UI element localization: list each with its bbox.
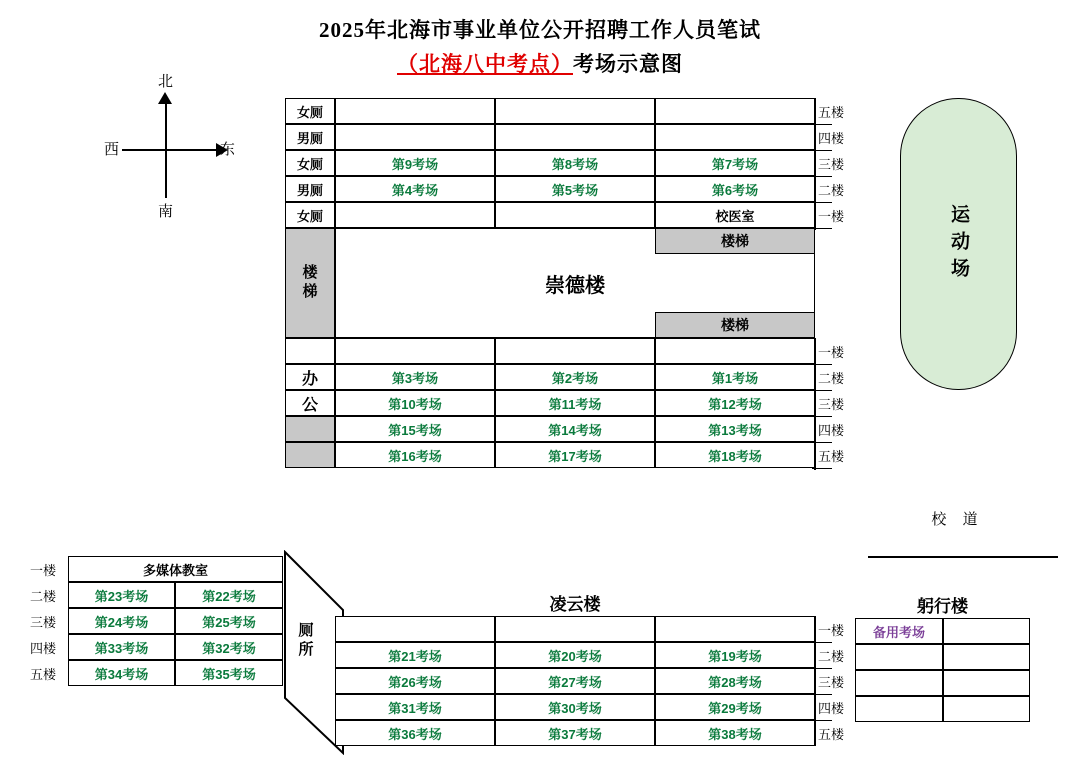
chongde-office-char-1: 公 <box>285 390 335 416</box>
chongde-upper-row-4-cell-1 <box>495 202 655 228</box>
lingyun-floor-label-1: 一楼 <box>818 622 845 638</box>
left-block-row-2-cell-1: 第25考场 <box>175 608 283 634</box>
chongde-lower-row-3-cell-2: 第13考场 <box>655 416 815 442</box>
chongde-upper-row-3-cell-1: 第5考场 <box>495 176 655 202</box>
chongde-lower-floor-label-3: 三楼 <box>818 396 845 412</box>
gongxing-row-0-cell-1 <box>943 618 1030 644</box>
left-block-row-4-cell-1: 第35考场 <box>175 660 283 686</box>
lingyun-row-2-cell-0: 第26考场 <box>335 668 495 694</box>
lingyun-row-0-cell-1 <box>495 616 655 642</box>
chongde-upper-row-0-cell-2 <box>655 98 815 124</box>
left-block-row-1-cell-1: 第22考场 <box>175 582 283 608</box>
compass-horizontal-axis <box>122 149 222 151</box>
lingyun-row-0-cell-0 <box>335 616 495 642</box>
campus-road-label: 校 道 <box>931 511 984 528</box>
campus-road-line <box>868 556 1058 558</box>
building-gongxing <box>855 618 1030 746</box>
chongde-lower-row-0-left <box>285 338 335 364</box>
chongde-left-stair-char-1: 梯 <box>302 283 318 300</box>
chongde-lower-row-3-cell-0: 第15考场 <box>335 416 495 442</box>
gongxing-row-0-cell-0: 备用考场 <box>855 618 943 644</box>
chongde-vertical-rule-upper <box>814 98 816 230</box>
gongxing-row-1-cell-1 <box>943 644 1030 670</box>
compass-label-south: 南 <box>158 203 174 220</box>
chongde-lower-row-2-cell-0: 第10考场 <box>335 390 495 416</box>
left-block-row-0-merged: 多媒体教室 <box>68 556 283 582</box>
chongde-lower-row-1-cell-0: 第3考场 <box>335 364 495 390</box>
chongde-upper-row-4-cell-0 <box>335 202 495 228</box>
lingyun-row-0-cell-2 <box>655 616 815 642</box>
building-chongde <box>285 98 815 482</box>
chongde-lower-floor-label-5: 五楼 <box>818 448 845 464</box>
chongde-floor-label-2: 二楼 <box>818 182 845 198</box>
chongde-upper-row-2-cell-1: 第8考场 <box>495 150 655 176</box>
chongde-name-label: 崇德楼 <box>335 228 815 338</box>
chongde-upper-row-2-cell-2: 第7考场 <box>655 150 815 176</box>
chongde-lower-row-0-cell-0 <box>335 338 495 364</box>
chongde-lower-row-4-cell-0: 第16考场 <box>335 442 495 468</box>
gongxing-row-2-cell-0 <box>855 670 943 696</box>
chongde-lower-row-4-cell-2: 第18考场 <box>655 442 815 468</box>
left-block-row-2-cell-0: 第24考场 <box>68 608 175 634</box>
chongde-left-stair <box>285 228 335 338</box>
chongde-lower-row-4-left <box>285 442 335 468</box>
chongde-upper-row-0-left: 女厕 <box>285 98 335 124</box>
chongde-upper-row-2-cell-0: 第9考场 <box>335 150 495 176</box>
chongde-lower-floor-label-4: 四楼 <box>818 422 845 438</box>
gongxing-row-2-cell-1 <box>943 670 1030 696</box>
chongde-upper-row-0-cell-0 <box>335 98 495 124</box>
chongde-upper-row-4-left: 女厕 <box>285 202 335 228</box>
chongde-lower-row-0-cell-1 <box>495 338 655 364</box>
lingyun-row-2-cell-1: 第27考场 <box>495 668 655 694</box>
title-suffix: 考场示意图 <box>573 52 683 76</box>
title-site-name: （北海八中考点） <box>397 52 573 76</box>
chongde-upper-row-2-left: 女厕 <box>285 150 335 176</box>
building-lingyun <box>335 616 815 746</box>
page-title <box>0 14 1080 78</box>
chongde-upper-row-1-cell-1 <box>495 124 655 150</box>
left-block-floor-label-1: 一楼 <box>30 562 57 578</box>
chongde-lower-row-2-cell-2: 第12考场 <box>655 390 815 416</box>
chongde-lower-floor-label-2: 二楼 <box>818 370 845 386</box>
gongxing-row-3-cell-1 <box>943 696 1030 722</box>
building-left-block <box>68 556 283 690</box>
chongde-lower-row-3-left <box>285 416 335 442</box>
sports-field <box>900 98 1017 390</box>
chongde-upper-row-4-cell-2: 校医室 <box>655 202 815 228</box>
compass-rose <box>104 73 250 220</box>
chongde-upper-row-3-cell-0: 第4考场 <box>335 176 495 202</box>
left-block-floor-label-2: 二楼 <box>30 588 57 604</box>
lingyun-floor-label-2: 二楼 <box>818 648 845 664</box>
gongxing-row-1-cell-0 <box>855 644 943 670</box>
compass-label-north: 北 <box>158 73 174 90</box>
toilet-label-char-1: 所 <box>298 640 314 658</box>
lingyun-row-2-cell-2: 第28考场 <box>655 668 815 694</box>
chongde-upper-row-1-left: 男厕 <box>285 124 335 150</box>
chongde-floor-label-3: 三楼 <box>818 156 845 172</box>
sports-field-label: 运动场 <box>948 203 969 285</box>
chongde-upper-row-1-cell-2 <box>655 124 815 150</box>
chongde-upper-row-0-cell-1 <box>495 98 655 124</box>
lingyun-row-3-cell-2: 第29考场 <box>655 694 815 720</box>
chongde-lower-row-0-cell-2 <box>655 338 815 364</box>
chongde-upper-row-3-cell-2: 第6考场 <box>655 176 815 202</box>
chongde-upper-row-1-cell-0 <box>335 124 495 150</box>
lingyun-row-4-cell-0: 第36考场 <box>335 720 495 746</box>
chongde-lower-row-2-cell-1: 第11考场 <box>495 390 655 416</box>
chongde-office-char-0: 办 <box>285 364 335 390</box>
lingyun-floor-label-3: 三楼 <box>818 674 845 690</box>
chongde-lower-floor-label-1: 一楼 <box>818 344 845 360</box>
toilet-label <box>295 622 317 660</box>
lingyun-row-3-cell-1: 第30考场 <box>495 694 655 720</box>
lingyun-vertical-rule <box>814 616 816 746</box>
compass-label-west: 西 <box>104 141 120 158</box>
lingyun-floor-label-5: 五楼 <box>818 726 845 742</box>
chongde-lower-row-3-cell-1: 第14考场 <box>495 416 655 442</box>
left-block-floor-label-5: 五楼 <box>30 666 57 682</box>
chongde-upper-row-3-left: 男厕 <box>285 176 335 202</box>
toilet-label-char-0: 厕 <box>298 622 314 639</box>
title-line-1: 2025年北海市事业单位公开招聘工作人员笔试 <box>319 18 761 42</box>
left-block-floor-label-4: 四楼 <box>30 640 57 656</box>
lingyun-row-4-cell-1: 第37考场 <box>495 720 655 746</box>
compass-label-east: 东 <box>220 141 236 158</box>
chongde-vertical-rule-lower <box>814 338 816 470</box>
gongxing-row-3-cell-0 <box>855 696 943 722</box>
lingyun-row-3-cell-0: 第31考场 <box>335 694 495 720</box>
lingyun-name-label: 凌云楼 <box>549 594 601 614</box>
chongde-stair-top: 楼梯 <box>655 228 815 254</box>
chongde-floor-label-1: 一楼 <box>818 208 845 224</box>
left-block-row-3-cell-0: 第33考场 <box>68 634 175 660</box>
lingyun-row-1-cell-0: 第21考场 <box>335 642 495 668</box>
compass-north-arrow-icon <box>158 92 172 104</box>
chongde-floor-label-4: 四楼 <box>818 130 845 146</box>
chongde-floor-label-5: 五楼 <box>818 104 845 120</box>
chongde-lower-row-1-cell-2: 第1考场 <box>655 364 815 390</box>
left-block-row-1-cell-0: 第23考场 <box>68 582 175 608</box>
chongde-stair-bottom: 楼梯 <box>655 312 815 338</box>
chongde-left-stair-char-0: 楼 <box>302 264 318 282</box>
lingyun-floor-label-4: 四楼 <box>818 700 845 716</box>
gongxing-name-label: 躬行楼 <box>917 596 968 616</box>
left-block-row-4-cell-0: 第34考场 <box>68 660 175 686</box>
chongde-lower-row-4-cell-1: 第17考场 <box>495 442 655 468</box>
lingyun-row-1-cell-1: 第20考场 <box>495 642 655 668</box>
left-block-floor-label-3: 三楼 <box>30 614 57 630</box>
chongde-lower-row-1-cell-1: 第2考场 <box>495 364 655 390</box>
left-block-row-3-cell-1: 第32考场 <box>175 634 283 660</box>
lingyun-row-1-cell-2: 第19考场 <box>655 642 815 668</box>
lingyun-row-4-cell-2: 第38考场 <box>655 720 815 746</box>
